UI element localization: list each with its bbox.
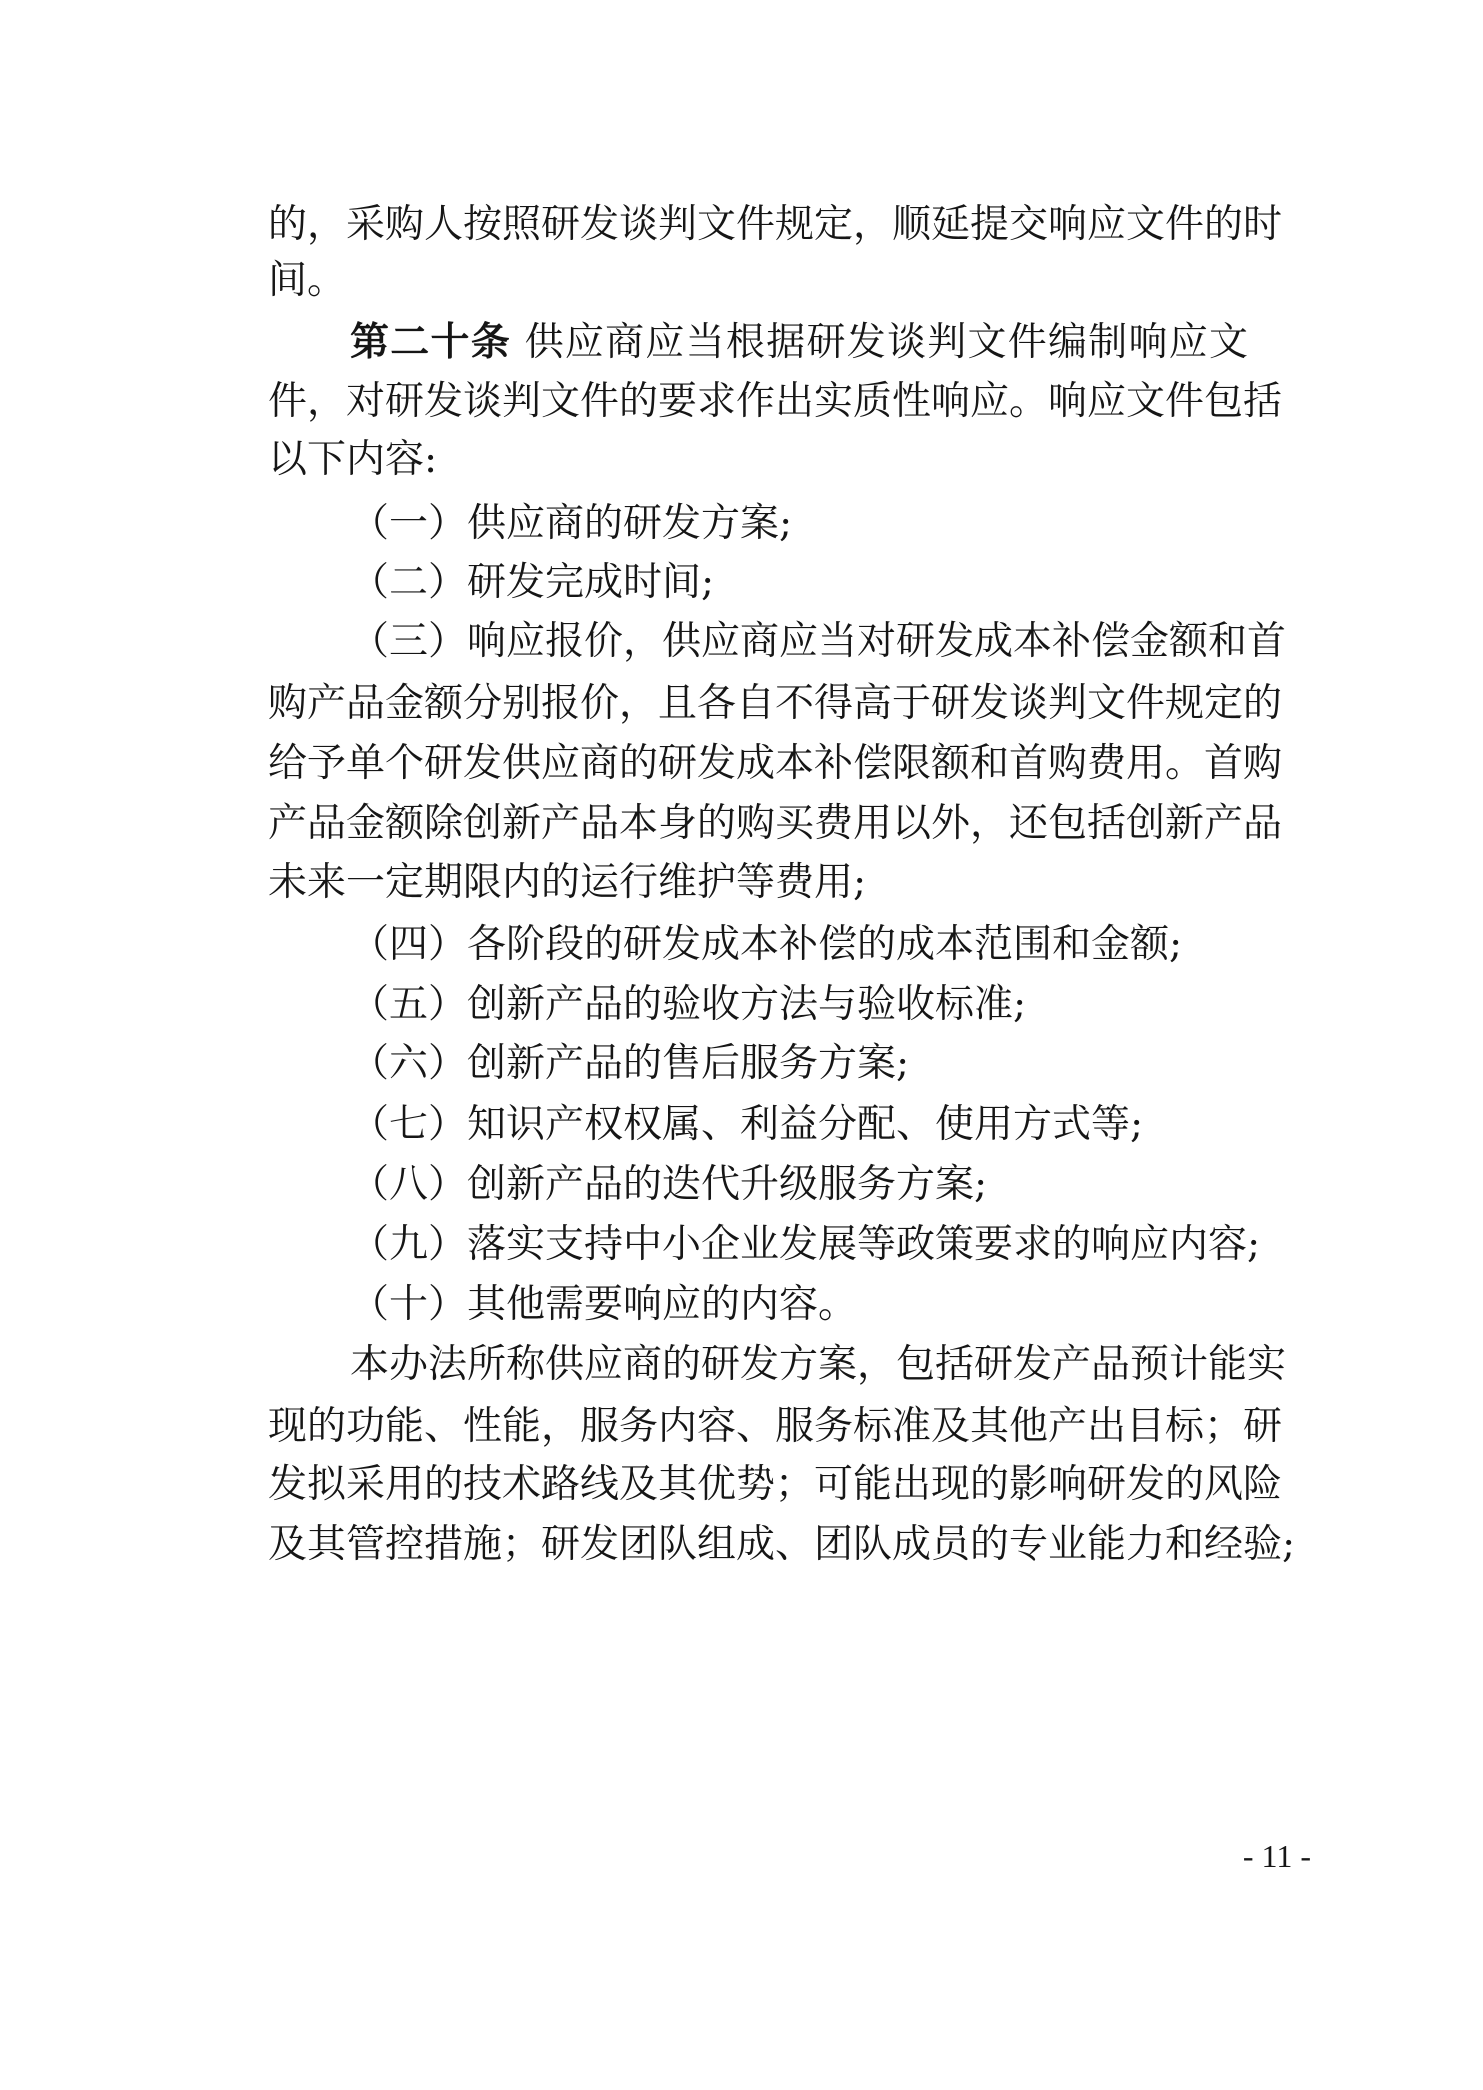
text-line: 本办法所称供应商的研发方案，包括研发产品预计能实 <box>350 1342 1287 1387</box>
list-item: （六）创新产品的售后服务方案; <box>350 1041 910 1086</box>
text-line: 现的功能、性能，服务内容、服务标准及其他产出目标；研 <box>268 1404 1283 1449</box>
text-line: 给予单个研发供应商的研发成本补偿限额和首购费用。首购 <box>268 741 1283 786</box>
text-line: 未来一定期限内的运行维护等费用; <box>268 860 867 905</box>
text-line: 及其管控措施；研发团队组成、团队成员的专业能力和经验; <box>268 1522 1296 1567</box>
article-text: 供应商应当根据研发谈判文件编制响应文 <box>511 320 1248 365</box>
list-item: （九）落实支持中小企业发展等政策要求的响应内容; <box>350 1222 1261 1267</box>
text-line: 的，采购人按照研发谈判文件规定，顺延提交响应文件的时 <box>268 202 1283 247</box>
list-item: （二）研发完成时间; <box>350 560 715 605</box>
list-item: （八）创新产品的迭代升级服务方案; <box>350 1162 988 1207</box>
page-number: - 11 - <box>1242 1838 1311 1874</box>
article-20-heading-line <box>350 320 1248 366</box>
text-line: 件，对研发谈判文件的要求作出实质性响应。响应文件包括 <box>268 379 1283 424</box>
list-item: （七）知识产权权属、利益分配、使用方式等; <box>350 1102 1144 1147</box>
text-line: 间。 <box>268 258 347 303</box>
text-line: 以下内容: <box>268 437 438 482</box>
text-line: 产品金额除创新产品本身的购买费用以外，还包括创新产品 <box>268 801 1283 846</box>
text-line: 购产品金额分别报价，且各自不得高于研发谈判文件规定的 <box>268 681 1283 726</box>
list-item: （五）创新产品的验收方法与验收标准; <box>350 982 1027 1027</box>
text-line: 发拟采用的技术路线及其优势；可能出现的影响研发的风险 <box>268 1462 1283 1507</box>
list-item: （十）其他需要响应的内容。 <box>350 1282 858 1327</box>
article-label: 第二十条 <box>350 320 512 365</box>
list-item: （三）响应报价，供应商应当对研发成本补偿金额和首 <box>350 619 1287 664</box>
list-item: （四）各阶段的研发成本补偿的成本范围和金额; <box>350 922 1183 967</box>
list-item: （一）供应商的研发方案; <box>350 501 793 546</box>
